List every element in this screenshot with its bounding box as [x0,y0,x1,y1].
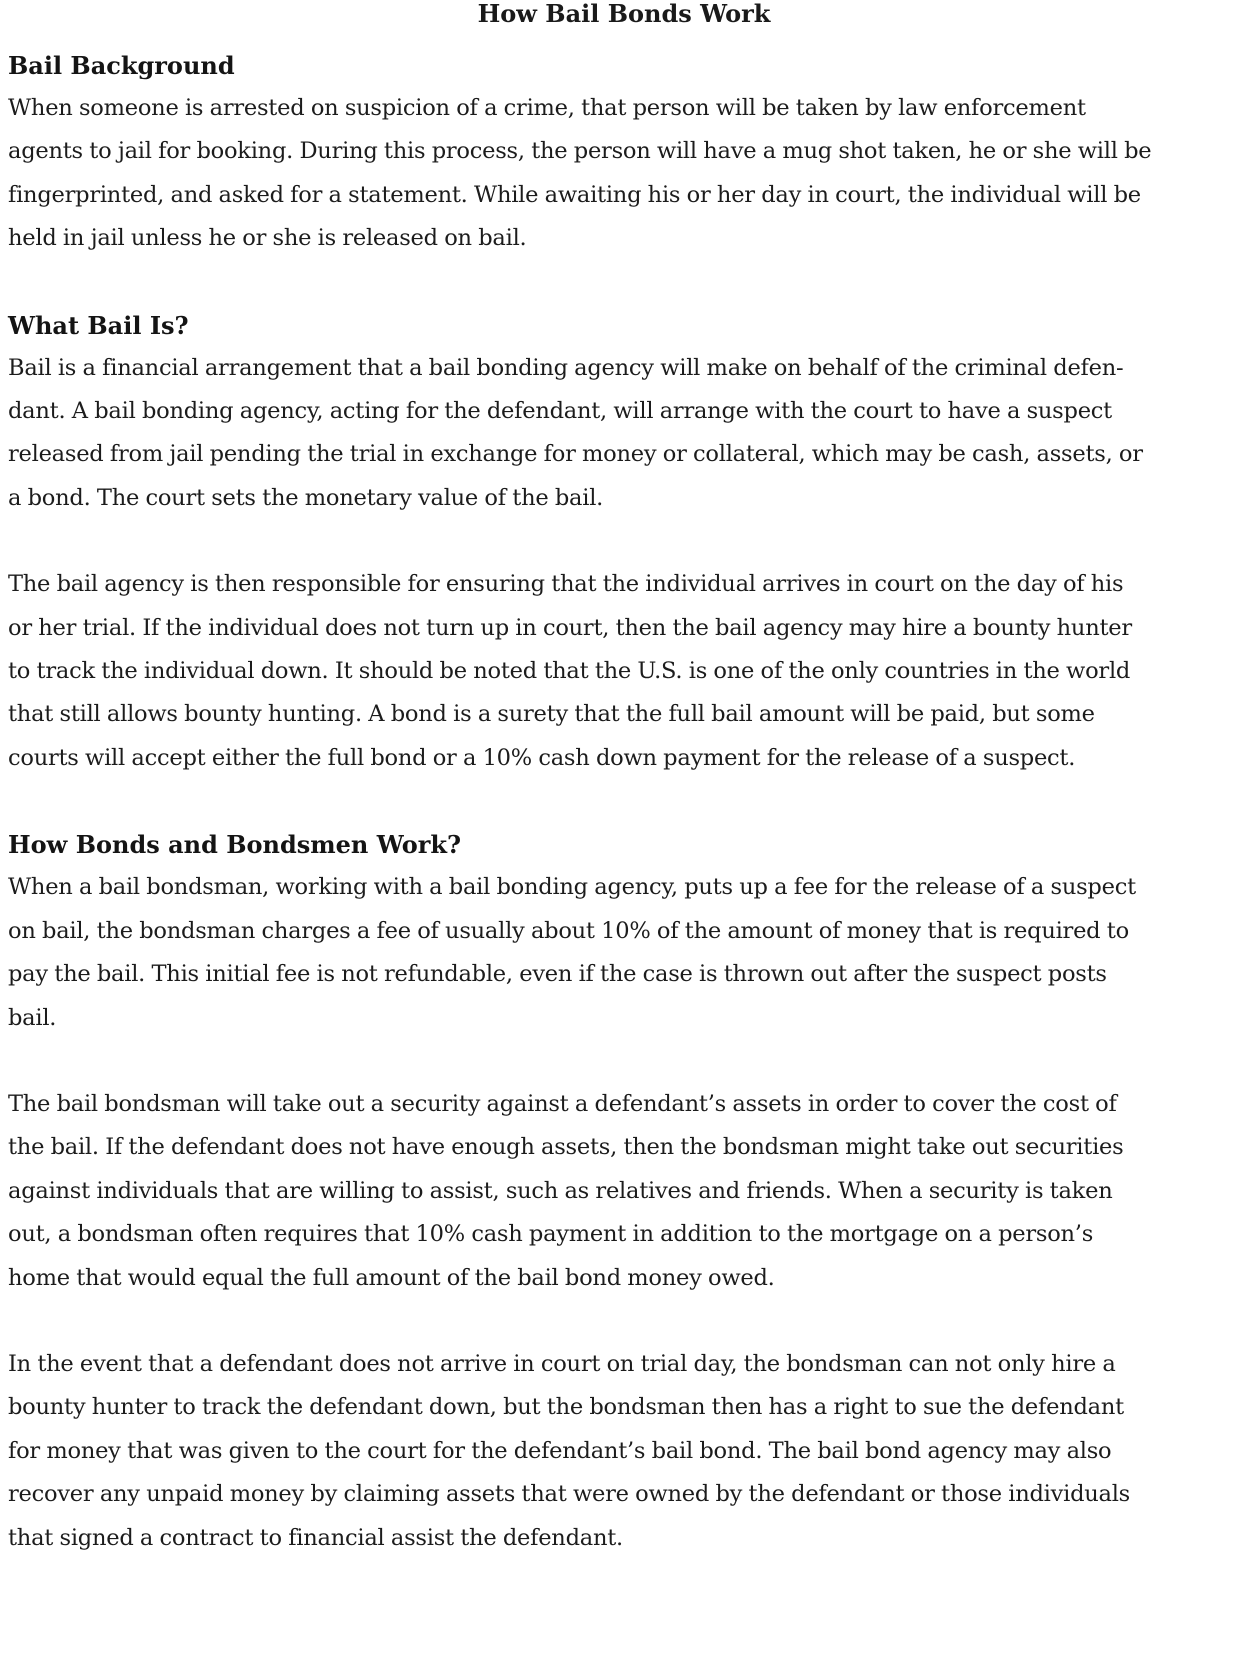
paragraph-line: In the event that a defendant does not arrive in court on trial day, the bondsman can not only hire a [8,1350,1116,1377]
section-heading: Bail Background [8,51,235,80]
paragraph-line: a bond. The court sets the monetary value of the bail. [8,484,604,511]
paragraph-line: against individuals that are willing to assist, such as relatives and friends. When a security is taken [8,1177,1113,1204]
paragraph-line: held in jail unless he or she is released on bail. [8,225,527,252]
paragraph-line: out, a bondsman often requires that 10% cash payment in addition to the mortgage on a person’s [8,1221,1094,1248]
paragraph-line: bail. [8,1004,57,1031]
paragraph-line: fingerprinted, and asked for a statement. While awaiting his or her day in court, the individual will be [8,181,1141,208]
paragraph-line: home that would equal the full amount of the bail bond money owed. [8,1264,775,1291]
paragraph [8,866,1232,1040]
paragraph-spacer [8,1040,1232,1083]
paragraph-line: The bail bondsman will take out a security against a defendant’s assets in order to cover the cost of [8,1090,1117,1117]
paragraph-line: courts will accept either the full bond or a 10% cash down payment for the release of a suspect. [8,744,1076,771]
paragraph-line: released from jail pending the trial in exchange for money or collateral, which may be cash, assets, or [8,441,1143,468]
paragraph-line: The bail agency is then responsible for ensuring that the individual arrives in court on the day of his [8,571,1124,598]
paragraph-line: that still allows bounty hunting. A bond is a surety that the full bail amount will be paid, but some [8,701,1095,728]
paragraph [8,87,1232,261]
document-title: How Bail Bonds Work [477,0,771,28]
paragraph [8,1343,1232,1560]
paragraph-line: the bail. If the defendant does not have enough assets, then the bondsman might take out securities [8,1134,1124,1161]
section-heading: What Bail Is? [8,310,189,340]
paragraph-line: on bail, the bondsman charges a fee of usually about 10% of the amount of money that is required to [8,917,1129,944]
paragraph-line: that signed a contract to financial assist the defendant. [8,1524,623,1551]
paragraph-spacer [8,1300,1232,1343]
section-how-bonds-work [8,823,1232,1560]
paragraph-line: for money that was given to the court for the defendant’s bail bond. The bail bond agency may also [8,1437,1112,1464]
paragraph-line: When a bail bondsman, working with a bail bonding agency, puts up a fee for the release of a suspect [8,874,1136,901]
paragraph-line: dant. A bail bonding agency, acting for the defendant, will arrange with the court to have a suspect [8,398,1112,425]
paragraph-spacer [8,520,1232,563]
paragraph [8,1083,1232,1300]
paragraph [8,563,1232,780]
section-what-bail-is [8,304,1232,781]
paragraph [8,347,1232,521]
paragraph-line: Bail is a financial arrangement that a bail bonding agency will make on behalf of the criminal defen- [8,354,1124,381]
paragraph-line: recover any unpaid money by claiming assets that were owned by the defendant or those individuals [8,1481,1131,1508]
paragraph-line: to track the individual down. It should be noted that the U.S. is one of the only countries in the world [8,658,1131,685]
paragraph-spacer [8,780,1232,823]
paragraph-line: or her trial. If the individual does not turn up in court, then the bail agency may hire a bounty hunter [8,614,1132,641]
paragraph-line: When someone is arrested on suspicion of a crime, that person will be taken by law enforcement [8,95,1086,121]
document-page [8,0,1232,1560]
paragraph-line: pay the bail. This initial fee is not refundable, even if the case is thrown out after the suspect posts [8,961,1107,988]
section-bail-background [8,44,1232,261]
paragraph-spacer [8,261,1232,304]
paragraph-line: agents to jail for booking. During this process, the person will have a mug shot taken, he or she will be [8,138,1152,165]
section-heading: How Bonds and Bondsmen Work? [8,830,462,860]
paragraph-line: bounty hunter to track the defendant down, but the bondsman then has a right to sue the defendant [8,1394,1124,1421]
